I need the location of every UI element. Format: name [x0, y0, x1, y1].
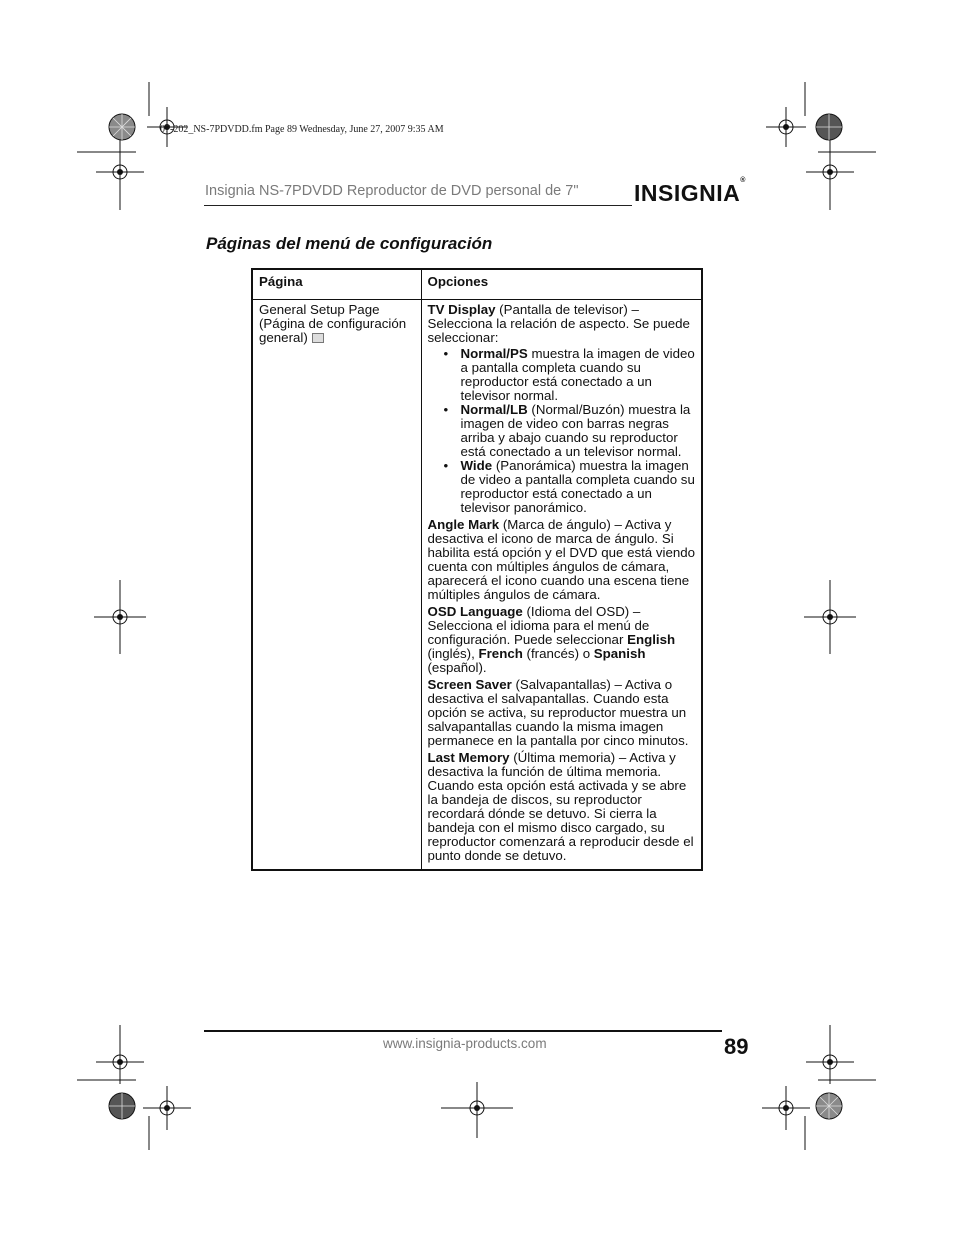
bullet: • — [443, 346, 449, 361]
bullet-name: Wide — [460, 458, 493, 473]
page-number: 89 — [724, 1034, 749, 1059]
option-tv-display — [428, 303, 697, 515]
aspect-ratio-list — [428, 347, 697, 515]
language-english: English — [627, 632, 676, 647]
page-cell — [252, 300, 421, 871]
option-osd-language — [428, 605, 697, 675]
footer-url: www.insignia-products.com — [383, 1036, 547, 1051]
option-desc: (inglés), — [427, 646, 479, 661]
file-slug: 07-202_NS-7PDVDD.fm Page 89 Wednesday, June 27, 2007 9:35 AM — [160, 124, 444, 135]
bullet: • — [443, 458, 449, 473]
language-spanish: Spanish — [593, 646, 646, 661]
option-name: Angle Mark — [427, 517, 500, 532]
option-name: OSD Language — [427, 604, 523, 619]
bullet-desc: muestra la imagen de video a pantalla completa cuando su reproductor está conectado a un televisor normal. — [460, 346, 695, 403]
table-header-row — [252, 269, 702, 300]
bullet-desc: (Normal/Buzón) muestra la imagen de video con barras negras arriba y abajo cuando su reproductor está conectado a un televisor normal. — [460, 402, 691, 459]
bullet: • — [443, 402, 449, 417]
option-last-memory — [428, 751, 697, 863]
header-title: Insignia NS-7PDVDD Reproductor de DVD personal de 7" — [205, 183, 579, 199]
option-desc: (francés) o — [522, 646, 594, 661]
option-desc: (Salvapantallas) – Activa o desactiva el salvapantallas. Cuando esta opción se activa, su reproductor muestra un salvapantallas cuando la misma imagen permanece en la pantalla por cinco minutos. — [427, 677, 689, 748]
brand-logo — [634, 177, 746, 207]
list-item — [443, 458, 697, 515]
option-name: Last Memory — [427, 750, 510, 765]
bullet-name: Normal/PS — [460, 346, 528, 361]
section-title: Páginas del menú de configuración — [206, 234, 493, 253]
setup-page-icon — [312, 333, 324, 343]
option-desc: (español). — [427, 660, 487, 675]
list-item — [443, 402, 697, 459]
option-desc: (Idioma del OSD) – Selecciona el idioma para el menú de configuración. Puede seleccionar — [427, 604, 650, 647]
page-cell-text: General Setup Page (Página de configuración general) — [259, 302, 407, 345]
list-item — [443, 346, 697, 403]
table-row — [252, 300, 702, 871]
registered-mark: ® — [740, 177, 746, 185]
column-header-options: Opciones — [421, 269, 702, 300]
option-desc: (Marca de ángulo) – Activa y desactiva el icono de marca de ángulo. Si habilita está opción y el DVD que está viendo cuenta con múltiples ángulos de cámara, aparecerá el icono cuando una escena tiene múltiples ángulos de cámara. — [427, 517, 696, 602]
option-desc: (Pantalla de televisor) – Selecciona la relación de aspecto. Se puede seleccionar: — [427, 302, 690, 345]
language-french: French — [478, 646, 523, 661]
setup-menu-table — [251, 268, 703, 871]
bullet-desc: (Panorámica) muestra la imagen de video a pantalla completa cuando su reproductor está conectado a un televisor panorámico. — [460, 458, 695, 515]
option-angle-mark — [428, 518, 697, 602]
options-cell — [421, 300, 702, 871]
option-desc: (Última memoria) – Activa y desactiva la función de última memoria. Cuando esta opción está activada y se abre la bandeja de discos, su reproductor recordará dónde se detuvo. Si cierra la bandeja con el mismo disco cargado, su reproductor comenzará a reproducir desde el punto donde se detuvo. — [427, 750, 694, 863]
footer-rule — [204, 1030, 722, 1032]
option-name: Screen Saver — [427, 677, 512, 692]
option-screen-saver — [428, 678, 697, 748]
brand-logo-text: INSIGNIA — [634, 180, 741, 206]
option-name: TV Display — [427, 302, 496, 317]
header-rule — [204, 205, 632, 206]
bullet-name: Normal/LB — [460, 402, 528, 417]
column-header-page: Página — [252, 269, 421, 300]
